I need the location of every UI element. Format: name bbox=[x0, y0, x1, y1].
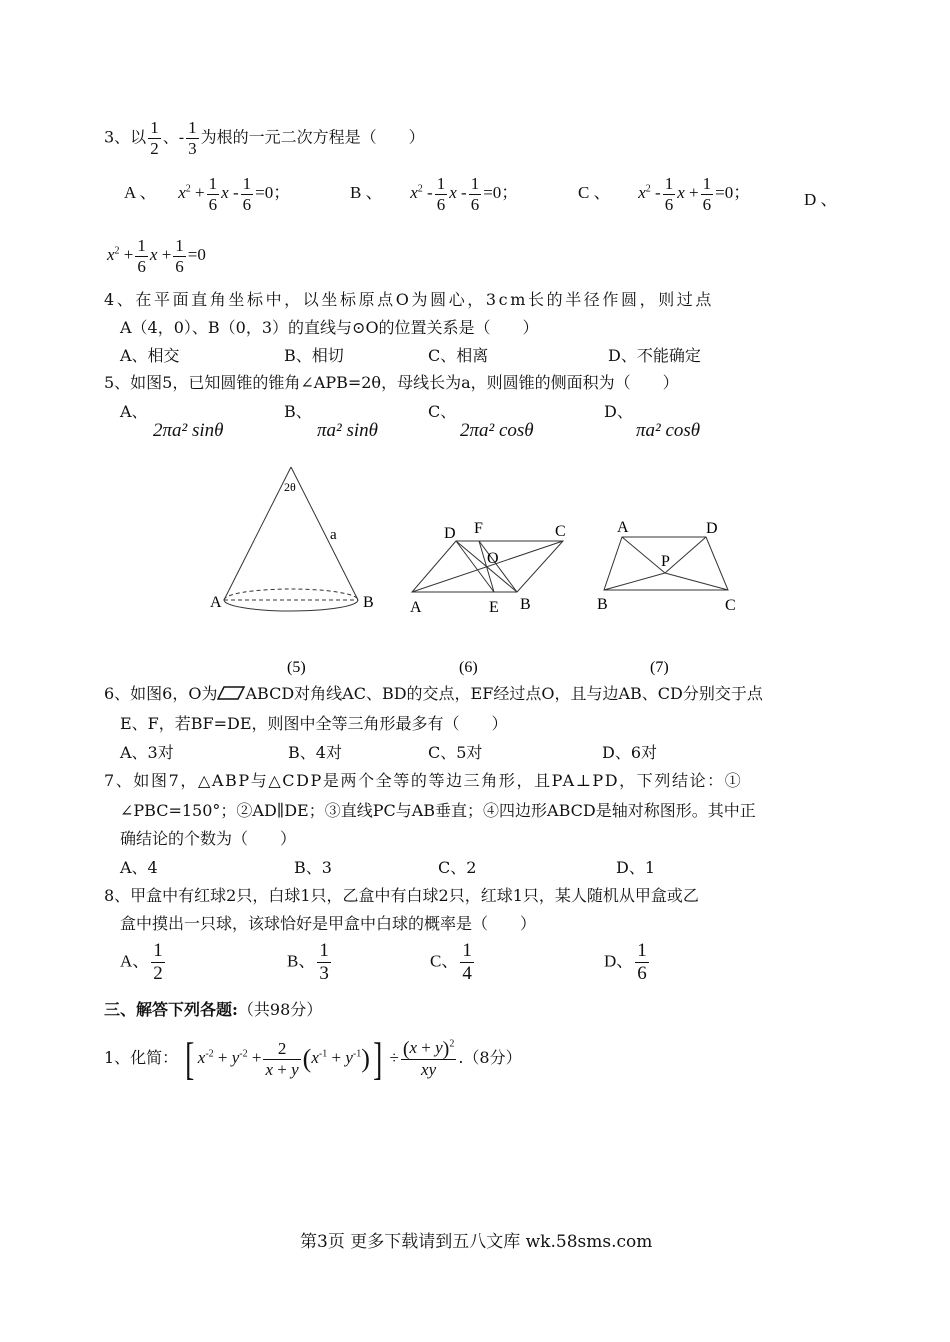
q4-line1: 4、在平面直角坐标中，以坐标原点O为圆心，3cm长的半径作圆，则过点 bbox=[104, 290, 715, 309]
q3-stem-suffix: 为根的一元二次方程是（ ） bbox=[200, 127, 425, 147]
fig6-label-b: B bbox=[520, 596, 531, 613]
q5-option-b-label: B、 bbox=[284, 402, 312, 421]
fig5-label-a: A bbox=[210, 594, 222, 611]
q5-option-c-label: C、 bbox=[428, 402, 457, 421]
q6-option-c: C、5对 bbox=[428, 743, 483, 762]
fig6-label-d: D bbox=[444, 525, 456, 542]
q8-option-c: C、 $\frac{1}{4}$ bbox=[430, 940, 472, 984]
q8-option-b: B、 $\frac{1}{3}$ bbox=[287, 940, 329, 984]
q6-option-b: B、4对 bbox=[288, 743, 342, 762]
q6-line2: E、F，若BF=DE，则图中全等三角形最多有（ ） bbox=[120, 714, 508, 733]
q5-option-c: 2πa² cosθ bbox=[460, 420, 534, 441]
fig6-label-e: E bbox=[489, 599, 499, 616]
q4-option-d: D、不能确定 bbox=[608, 346, 701, 365]
fig7-caption: (7) bbox=[650, 659, 669, 676]
q4-line2: A（4，0）、B（0，3）的直线与⊙O的位置关系是（ ） bbox=[120, 318, 539, 337]
q3-root2: $\frac{1}{3}$ bbox=[188, 118, 197, 158]
q7-line3: 确结论的个数为（ ） bbox=[120, 829, 297, 848]
fig6-label-o: O bbox=[487, 550, 499, 567]
page-footer: 第3页 更多下载请到五八文库 wk.58sms.com bbox=[300, 1232, 653, 1252]
fig7-label-a: A bbox=[617, 519, 629, 536]
section3-title: 三、解答下列各题: bbox=[104, 1000, 238, 1019]
fig7-label-d: D bbox=[706, 520, 718, 537]
q3-option-d: $x^2$ + $\frac{1}{6}$ x + $\frac{1}{6}$ =0 bbox=[107, 236, 206, 276]
fig6-label-c: C bbox=[555, 523, 566, 540]
fig7-label-b: B bbox=[597, 596, 608, 613]
fig5-apex-label: 2θ bbox=[284, 480, 296, 494]
q5-option-d-label: D、 bbox=[604, 402, 633, 421]
q6-line1: 6、如图6，O为 ABCD对角线AC、BD的交点，EF经过点O，且与边AB、CD分别交于点 bbox=[104, 684, 763, 703]
q3-root1: $\frac{1}{2}$ bbox=[150, 118, 159, 158]
q8-line1: 8、甲盒中有红球2只，白球1只，乙盒中有白球2只，红球1只，某人随机从甲盒或乙 bbox=[104, 886, 699, 905]
fig5-caption: (5) bbox=[287, 659, 306, 676]
fig6-label-f: F bbox=[474, 520, 483, 537]
q4-option-b: B、相切 bbox=[284, 346, 344, 365]
q3-option-a: A 、 $x^2$ + $\frac{1}{6}$ x - $\frac{1}{6}$ =0； bbox=[124, 174, 291, 214]
q7-line1: 7、如图7，△ABP与△CDP是两个全等的等边三角形，且PA⊥PD，下列结论：① bbox=[104, 771, 743, 790]
q6-option-d: D、6对 bbox=[602, 743, 658, 762]
q8-line2: 盒中摸出一只球，该球恰好是甲盒中白球的概率是（ ） bbox=[120, 914, 537, 933]
q5-option-a: 2πa² sinθ bbox=[153, 420, 224, 441]
section3-heading bbox=[104, 1000, 322, 1019]
fig7-label-p: P bbox=[661, 553, 670, 570]
q7-option-d: D、1 bbox=[616, 858, 656, 877]
q5-option-a-label: A、 bbox=[120, 402, 148, 421]
q3-option-c: C 、 $x^2$ - $\frac{1}{6}$ x + $\frac{1}{6}$ =0； bbox=[578, 174, 751, 214]
q3-option-b: B 、 $x^2$ - $\frac{1}{6}$ x - $\frac{1}{6}$ =0； bbox=[350, 174, 519, 214]
q4-option-c: C、相离 bbox=[428, 346, 489, 365]
fig7-label-c: C bbox=[725, 597, 736, 614]
q8-option-d: D、 $\frac{1}{6}$ bbox=[604, 940, 647, 984]
q8-option-a: A、 $\frac{1}{2}$ bbox=[120, 940, 163, 984]
q7-option-b: B、3 bbox=[294, 858, 332, 877]
s1-problem: 1、化简： [ $x^{-2} + y^{-2}$ + $\frac{2}{x + y}$ $(x^{-1} + y^{-1})$] ÷ $\frac{(x + y)^2}{xy}$ .（8分） bbox=[104, 1033, 522, 1084]
q3-stem-prefix: 3、以 bbox=[104, 127, 147, 147]
q7-option-c: C、2 bbox=[438, 858, 477, 877]
q7-option-a: A、4 bbox=[120, 858, 158, 877]
q5-option-b: πa² sinθ bbox=[317, 420, 378, 441]
q3-option-d-label: D 、 bbox=[804, 190, 838, 209]
s1-points: .（8分） bbox=[458, 1047, 522, 1067]
fig5-side-label: a bbox=[330, 527, 337, 543]
q4-option-a: A、相交 bbox=[120, 346, 180, 365]
q3-stem: 3、以 $\frac{1}{2}$ 、- $\frac{1}{3}$ 为根的一元二次方程是（ ） bbox=[104, 118, 425, 158]
q5-option-d: πa² cosθ bbox=[636, 420, 701, 441]
section3-points: （共98分） bbox=[237, 1000, 323, 1019]
q7-line2: ∠PBC=150°；②AD∥DE；③直线PC与AB垂直；④四边形ABCD是轴对称图形。其中正 bbox=[120, 801, 756, 820]
fig6-label-a: A bbox=[410, 599, 422, 616]
fig6-caption: (6) bbox=[459, 659, 478, 676]
q6-option-a: A、3对 bbox=[120, 743, 174, 762]
parallelogram-icon bbox=[217, 686, 245, 700]
s1-prefix: 1、化简： bbox=[104, 1047, 179, 1067]
fig5-label-b: B bbox=[363, 594, 374, 611]
q5-stem: 5、如图5，已知圆锥的锥角∠APB=2θ，母线长为a，则圆锥的侧面积为（ ） bbox=[104, 373, 679, 392]
